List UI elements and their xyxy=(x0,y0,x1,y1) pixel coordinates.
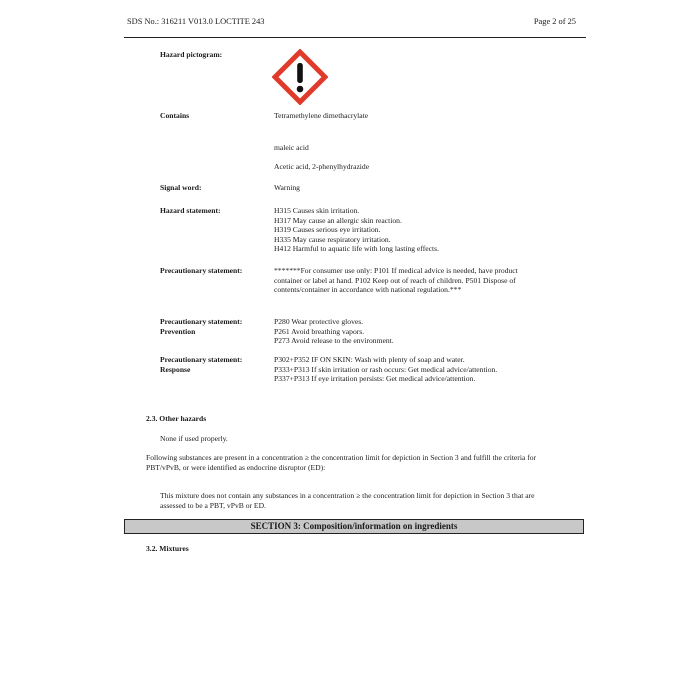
precautionary-response-list xyxy=(274,355,574,384)
precautionary-statement-line-text: ***For consumer use only: P101 If medical advice is needed, have product xyxy=(289,266,518,275)
hazard-statement-line: H319 Causes serious eye irritation. xyxy=(274,225,381,235)
hazard-statement-list xyxy=(274,206,574,254)
section-3-title-bar: SECTION 3: Composition/information on ingredients xyxy=(124,519,584,534)
signal-word-label: Signal word: xyxy=(160,183,202,192)
precautionary-prevention-list xyxy=(274,317,574,346)
precautionary-statement-line: container or label at hand. P102 Keep out of reach of children. P501 Dispose of xyxy=(274,275,516,285)
hazard-statement-line: H335 May cause respiratory irritation. xyxy=(274,234,391,244)
prevention-line: P273 Avoid release to the environment. xyxy=(274,336,394,346)
precautionary-prevention-label: Precautionary statement: Prevention xyxy=(160,317,243,336)
precautionary-statement-list xyxy=(274,266,574,295)
contains-item: Acetic acid, 2-phenylhydrazide xyxy=(274,162,370,171)
response-line: P333+P313 If skin irritation or rash occurs: Get medical advice/attention. xyxy=(274,364,498,374)
response-line: P302+P352 IF ON SKIN: Wash with plenty of soap and water. xyxy=(274,355,465,364)
other-hazards-text: None if used properly. xyxy=(160,434,228,443)
contains-label: Contains xyxy=(160,111,190,120)
hazard-statement-line: H315 Causes skin irritation. xyxy=(274,206,360,215)
header-page-number: Page 2 of 25 xyxy=(533,17,576,26)
other-hazards-heading: 2.3. Other hazards xyxy=(146,414,207,423)
prevention-line: P280 Wear protective gloves. xyxy=(274,317,364,326)
header-divider xyxy=(124,37,586,38)
precautionary-statement-line: *******For consumer use only: P101 If medical advice is needed, have product xyxy=(274,266,518,275)
hazard-statement-line: H412 Harmful to aquatic life with long lasting effects. xyxy=(274,244,439,254)
mixture-pbt-paragraph: This mixture does not contain any substances in a concentration ≥ the concentration limit for depiction in Section 3 that are assessed to be a PBT, vPvB or ED. xyxy=(160,491,535,510)
contains-item: maleic acid xyxy=(274,143,309,152)
hazard-statement-label: Hazard statement: xyxy=(160,206,221,215)
precautionary-statement-label: Precautionary statement: xyxy=(160,266,243,275)
contains-item: Tetramethylene dimethacrylate xyxy=(274,111,369,120)
response-line: P337+P313 If eye irritation persists: Get medical advice/attention. xyxy=(274,374,476,384)
mixtures-subheading: 3.2. Mixtures xyxy=(146,544,189,553)
signal-word-value: Warning xyxy=(274,183,300,192)
hazard-statement-line: H317 May cause an allergic skin reaction. xyxy=(274,215,402,225)
pbt-criteria-paragraph: Following substances are present in a concentration ≥ the concentration limit for depiction in Section 3 and fulfill the criteria for PBT/vPvB, or were identified as endocrine disruptor (ED): xyxy=(146,453,537,472)
precautionary-statement-line: contents/container in accordance with national regulation.*** xyxy=(274,285,462,295)
exclamation-mark-diamond-icon xyxy=(272,49,328,105)
hazard-pictogram-label: Hazard pictogram: xyxy=(160,50,223,59)
prevention-line: P261 Avoid breathing vapors. xyxy=(274,326,365,336)
header-document-id: SDS No.: 316211 V013.0 LOCTITE 243 xyxy=(127,17,265,26)
precautionary-response-label: Precautionary statement: Response xyxy=(160,355,243,374)
